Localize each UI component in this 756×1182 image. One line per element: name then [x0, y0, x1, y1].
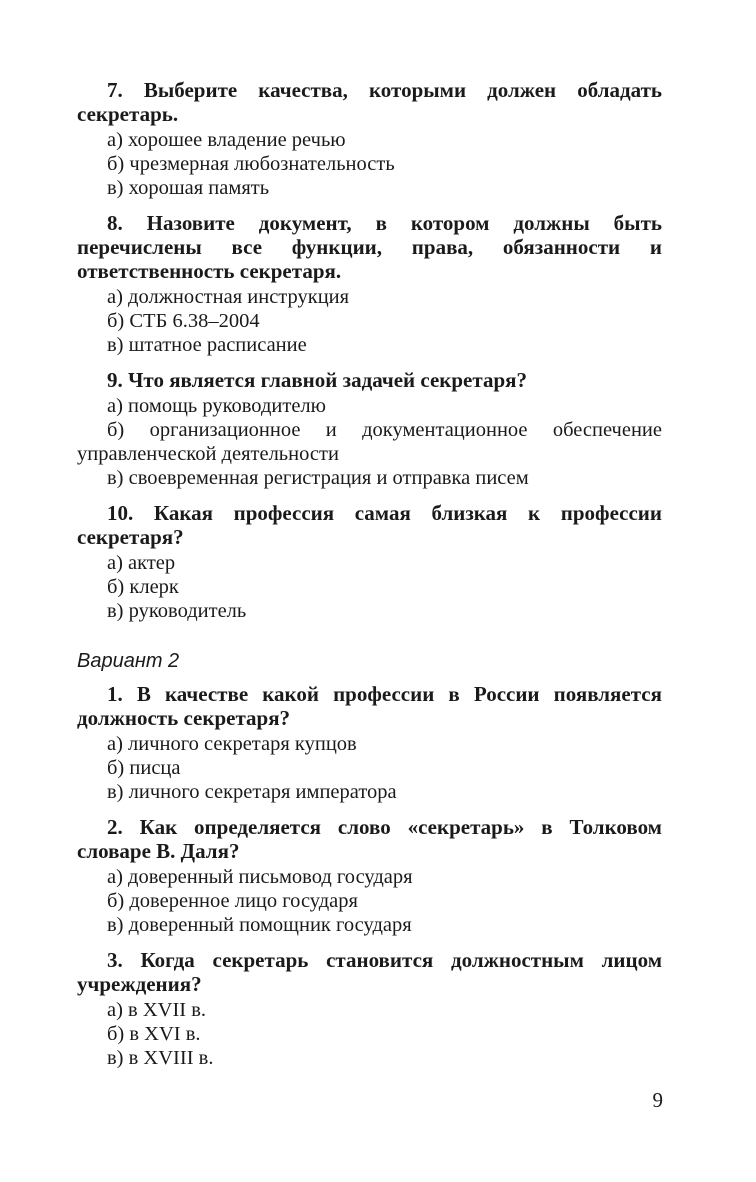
answer-option: в) хорошая память	[107, 177, 270, 199]
answer-option: в) доверенный помощник государя	[107, 914, 412, 936]
answer-option: а) в XVII в.	[107, 999, 207, 1021]
answer-option: б) доверенное лицо государя	[107, 890, 358, 912]
question-title: 10. Какая профессия самая близкая к профессии секретаря?	[77, 501, 662, 549]
question-title: 7. Выберите качества, которыми должен обладать секретарь.	[77, 78, 662, 126]
answer-option: а) личного секретаря купцов	[107, 733, 357, 755]
answer-option: в) своевременная регистрация и отправка писем	[107, 467, 529, 489]
question-7	[77, 78, 662, 200]
answer-option: б) организационное и документационное обеспечение управленческой деятельности	[77, 419, 662, 465]
answer-option: а) доверенный письмовод государя	[107, 866, 413, 888]
question-title: 2. Как определяется слово «секретарь» в Толковом словаре В. Даля?	[77, 815, 662, 863]
answer-option: а) хорошее владение речью	[107, 129, 346, 151]
answer-option: в) руководитель	[107, 600, 247, 622]
question-1	[77, 682, 662, 804]
answer-option: а) актер	[107, 552, 176, 574]
answer-option: б) СТБ 6.38–2004	[107, 310, 260, 332]
question-9	[77, 368, 662, 490]
answer-option: б) чрезмерная любознательность	[107, 153, 395, 175]
page-number: 9	[652, 1088, 663, 1112]
question-title: 3. Когда секретарь становится должностным лицом учреждения?	[77, 948, 662, 996]
answer-option: б) в XVI в.	[107, 1023, 201, 1045]
question-3	[77, 948, 662, 1070]
variant-heading: Вариант 2	[77, 650, 180, 672]
answer-option: б) клерк	[107, 576, 179, 598]
question-10	[77, 501, 662, 623]
answer-option: а) помощь руководителю	[107, 395, 326, 417]
question-2	[77, 815, 662, 937]
question-title: 9. Что является главной задачей секретаря?	[107, 368, 527, 392]
answer-option: в) штатное расписание	[107, 334, 307, 356]
answer-option: в) личного секретаря императора	[107, 781, 397, 803]
answer-option: б) писца	[107, 757, 181, 779]
question-title: 8. Назовите документ, в котором должны быть перечислены все функции, права, обязанности и ответственность секретаря.	[77, 211, 662, 283]
question-8	[77, 211, 662, 357]
page-content	[77, 78, 662, 1070]
answer-option: а) должностная инструкция	[107, 286, 350, 308]
answer-option: в) в XVIII в.	[107, 1047, 214, 1069]
question-title: 1. В качестве какой профессии в России появляется должность секретаря?	[77, 682, 662, 730]
